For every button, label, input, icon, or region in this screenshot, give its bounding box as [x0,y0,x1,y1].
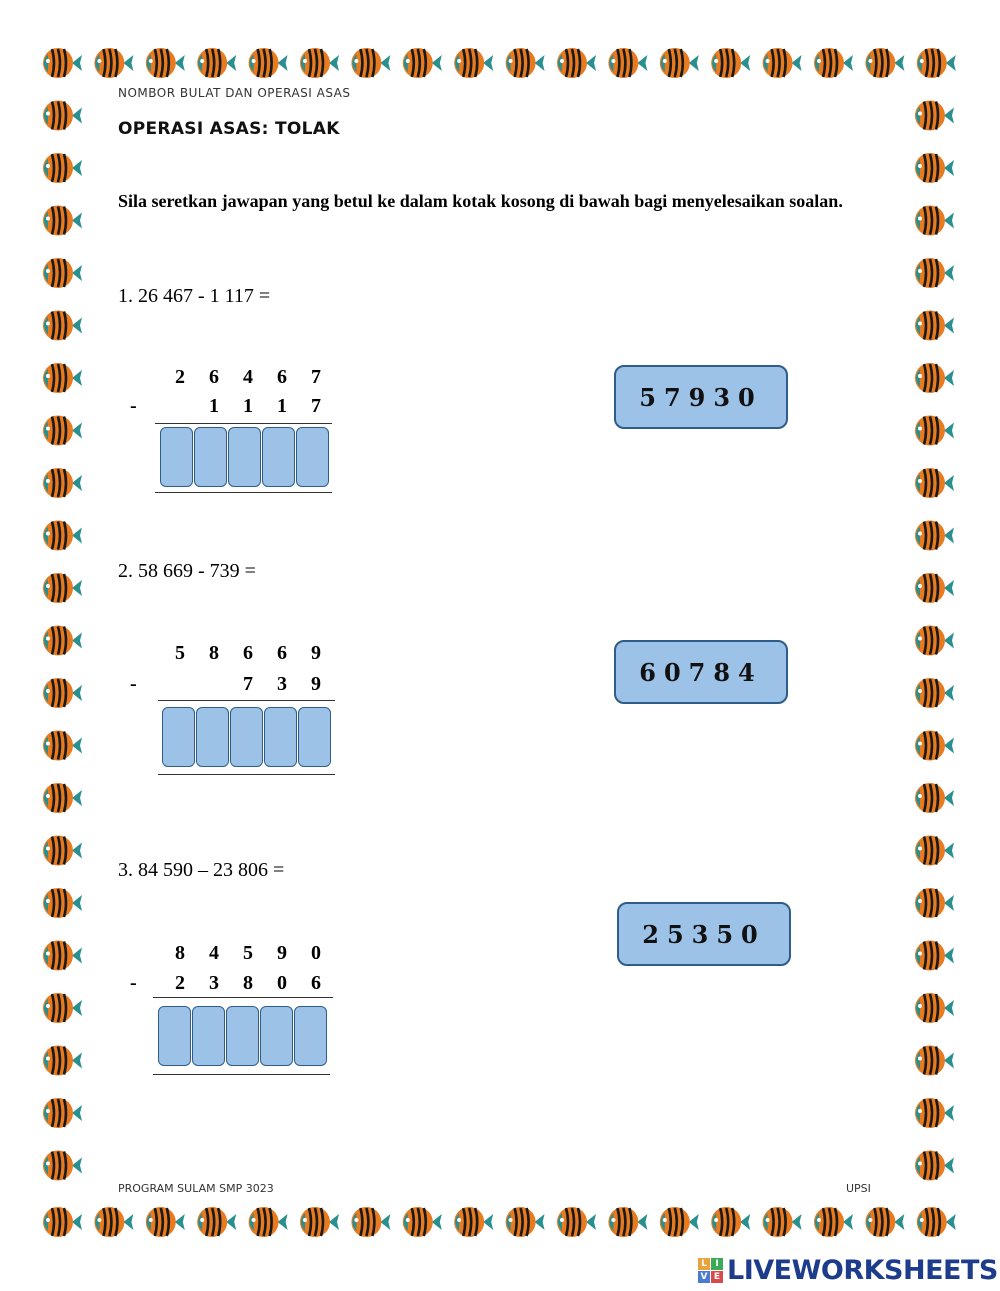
minus-sign: - [130,972,137,994]
digit: 2 [175,366,185,388]
answer-drop-box[interactable] [226,1006,259,1066]
sum-line [153,997,333,998]
answer-drop-box[interactable] [192,1006,225,1066]
answer-tile-1[interactable]: 57930 [614,365,788,429]
fish-icon [300,48,339,78]
sum-line [153,1074,330,1075]
fish-icon [915,101,954,131]
fish-icon [608,1207,647,1237]
digit: 3 [209,972,219,994]
digit [197,673,231,696]
fish-icon [865,1207,904,1237]
fish-icon [915,836,954,866]
answer-drop-box[interactable] [298,707,331,767]
minus-sign: - [130,395,137,417]
answer-drop-box[interactable] [194,427,227,487]
fish-icon [94,1207,133,1237]
digit: 9 [311,642,321,664]
fish-icon [43,626,82,656]
digit: 9 [311,673,321,695]
digit: 8 [209,642,219,664]
question-1-answer-boxes [160,427,335,489]
fish-icon [915,678,954,708]
fish-icon [43,521,82,551]
fish-icon [146,48,185,78]
fish-icon [915,573,954,603]
digit: 6 [243,642,253,664]
answer-tile-3[interactable]: 25350 [617,902,791,966]
fish-icon [865,48,904,78]
fish-icon [814,48,853,78]
fish-icon [917,48,956,78]
fish-icon [454,1207,493,1237]
fish-icon [660,48,699,78]
page-title: OPERASI ASAS: TOLAK [118,119,340,139]
fish-icon [915,468,954,498]
answer-drop-box[interactable] [230,707,263,767]
fish-icon [43,573,82,603]
fish-icon [660,1207,699,1237]
fish-icon [43,153,82,183]
fish-icon [814,1207,853,1237]
digit [163,395,197,418]
fish-icon [43,993,82,1023]
answer-drop-box[interactable] [158,1006,191,1066]
digit: 6 [277,366,287,388]
fish-icon [43,48,82,78]
fish-icon [43,206,82,236]
question-1-minuend [163,366,333,389]
fish-icon [43,941,82,971]
fish-icon [915,993,954,1023]
fish-icon [43,258,82,288]
fish-icon [351,1207,390,1237]
fish-icon [915,153,954,183]
fish-icon [915,941,954,971]
digit: 6 [311,972,321,994]
digit: 5 [243,942,253,964]
fish-icon [763,48,802,78]
question-2-answer-boxes [162,707,337,769]
question-2-minuend [163,642,333,665]
fish-icon [915,311,954,341]
answer-drop-box[interactable] [196,707,229,767]
footer-upsi: UPSI [846,1182,871,1195]
digit: 4 [243,366,253,388]
fish-icon [94,48,133,78]
digit: 6 [209,366,219,388]
logo-letter: V [698,1271,710,1283]
fish-icon [43,1151,82,1181]
digit: 3 [277,673,287,695]
fish-icon [915,1046,954,1076]
fish-icon [197,48,236,78]
sum-line [155,423,332,424]
answer-drop-box[interactable] [162,707,195,767]
answer-drop-box[interactable] [264,707,297,767]
fish-icon [43,1046,82,1076]
fish-icon [915,1098,954,1128]
logo-mark-icon [698,1258,723,1283]
question-1-label: 1. 26 467 - 1 117 = [118,285,271,307]
answer-drop-box[interactable] [262,427,295,487]
fish-icon [43,363,82,393]
question-3-subtrahend [163,972,333,995]
question-2-subtrahend [163,673,333,696]
digit: 2 [175,972,185,994]
fish-icon [43,1098,82,1128]
fish-icon [915,258,954,288]
digit: 8 [243,972,253,994]
digit: 7 [311,395,321,417]
sum-line [158,700,335,701]
fish-icon [915,416,954,446]
fish-icon [351,48,390,78]
fish-icon [43,731,82,761]
instruction-text: Sila seretkan jawapan yang betul ke dalam kotak kosong di bawah bagi menyelesaikan soalan. [118,191,843,211]
fish-icon [915,1151,954,1181]
fish-icon [557,48,596,78]
fish-icon [915,206,954,236]
fish-icon [197,1207,236,1237]
answer-drop-box[interactable] [296,427,329,487]
fish-icon [300,1207,339,1237]
digit: 6 [277,642,287,664]
digit: 4 [209,942,219,964]
digit [163,673,197,696]
fish-icon [43,468,82,498]
answer-drop-box[interactable] [294,1006,327,1066]
fish-icon [454,48,493,78]
fish-icon [763,1207,802,1237]
fish-icon [43,416,82,446]
digit: 9 [277,942,287,964]
digit: 1 [243,395,253,417]
fish-icon [506,48,545,78]
fish-icon [915,363,954,393]
logo-text: LIVEWORKSHEETS [727,1255,998,1286]
question-3-label: 3. 84 590 – 23 806 = [118,859,285,881]
digit: 5 [175,642,185,664]
digit: 8 [175,942,185,964]
digit: 1 [277,395,287,417]
fish-icon [43,1207,82,1237]
fish-icon [557,1207,596,1237]
answer-drop-box[interactable] [260,1006,293,1066]
digit: 7 [243,673,253,695]
fish-icon [915,626,954,656]
logo-letter: I [711,1258,723,1270]
footer-program: PROGRAM SULAM SMP 3023 [118,1182,274,1195]
question-3-minuend [163,942,333,965]
fish-icon [43,678,82,708]
fish-icon [915,521,954,551]
digit: 0 [277,972,287,994]
sum-line [158,774,335,775]
answer-drop-box[interactable] [160,427,193,487]
sum-line [155,492,332,493]
fish-icon [403,48,442,78]
digit: 7 [311,366,321,388]
fish-icon [711,1207,750,1237]
fish-icon [915,888,954,918]
fish-icon [915,731,954,761]
fish-icon [43,836,82,866]
minus-sign: - [130,673,137,695]
fish-icon [506,1207,545,1237]
fish-icon [403,1207,442,1237]
digit: 0 [311,942,321,964]
logo-letter: L [698,1258,710,1270]
fish-icon [711,48,750,78]
fish-icon [608,48,647,78]
fish-icon [146,1207,185,1237]
fish-icon [43,783,82,813]
digit: 1 [209,395,219,417]
fish-icon [43,888,82,918]
fish-icon [915,783,954,813]
topic-header: NOMBOR BULAT DAN OPERASI ASAS [118,86,351,100]
fish-icon [917,1207,956,1237]
fish-icon [249,48,288,78]
fish-icon [43,101,82,131]
logo-letter: E [711,1271,723,1283]
question-1-subtrahend [163,395,333,418]
question-3-answer-boxes [158,1006,333,1068]
fish-icon [249,1207,288,1237]
liveworksheets-logo[interactable] [698,1255,998,1286]
fish-icon [43,311,82,341]
answer-tile-2[interactable]: 60784 [614,640,788,704]
question-2-label: 2. 58 669 - 739 = [118,560,256,582]
answer-drop-box[interactable] [228,427,261,487]
